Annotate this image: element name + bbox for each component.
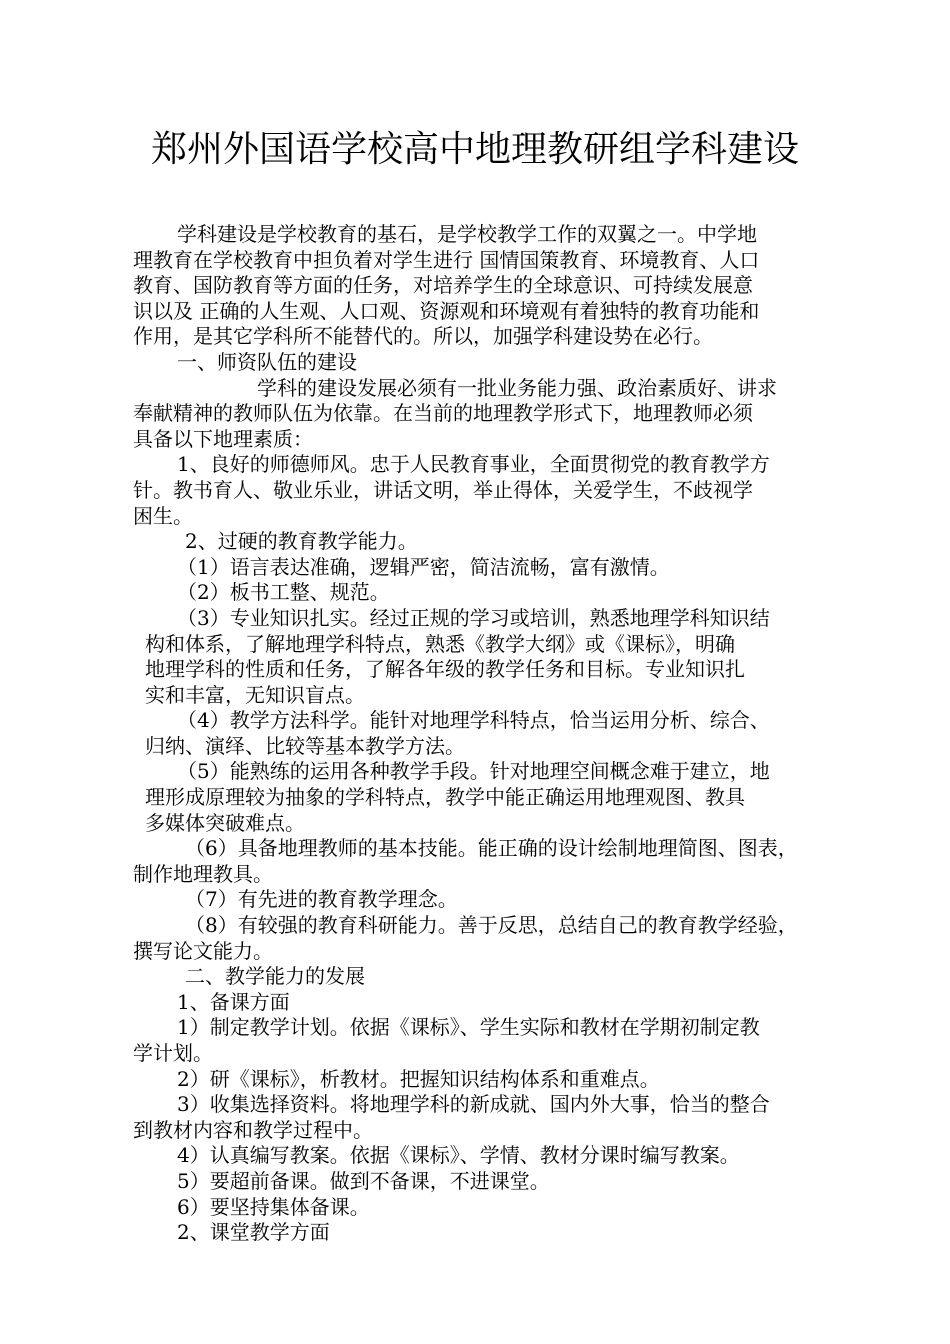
- paragraph-line: 2）研《课标》，析教材。把握知识结构体系和重难点。: [177, 1066, 660, 1091]
- paragraph-line: 到教材内容和教学过程中。: [133, 1117, 373, 1142]
- paragraph-line: （5）能熟练的运用各种教学手段。针对地理空间概念难于建立，地: [177, 759, 770, 784]
- paragraph-line: 二、教学能力的发展: [185, 964, 365, 989]
- paragraph-line: 困生。: [133, 503, 193, 528]
- paragraph-line: （4）教学方法科学。能针对地理学科特点，恰当运用分析、综合、: [177, 708, 770, 733]
- paragraph-line: 一、师资队伍的建设: [177, 349, 357, 374]
- paragraph-line: 6）要坚持集体备课。: [177, 1194, 370, 1219]
- paragraph-line: 1、备课方面: [177, 989, 290, 1014]
- paragraph-line: （7）有先进的教育教学理念。: [185, 887, 458, 912]
- paragraph-line: 多媒体突破难点。: [145, 810, 305, 835]
- paragraph-line: （6）具备地理教师的基本技能。能正确的设计绘制地理简图、图表，: [185, 836, 798, 861]
- paragraph-line: 学科建设是学校教育的基石，是学校教学工作的双翼之一。中学地: [177, 222, 757, 246]
- paragraph-line: 针。教书育人、敬业乐业，讲话文明，举止得体，关爱学生，不歧视学: [133, 477, 753, 502]
- paragraph-line: 构和体系，了解地理学科特点，熟悉《教学大纲》或《课标》，明确: [145, 631, 735, 656]
- document-body: [133, 222, 853, 1246]
- paragraph-line: 2、课堂教学方面: [177, 1220, 330, 1245]
- paragraph-line: 实和丰富，无知识盲点。: [145, 682, 365, 707]
- paragraph-line: 制作地理教具。: [133, 861, 273, 886]
- paragraph-line: 2、过硬的教育教学能力。: [185, 529, 418, 554]
- paragraph-line: 识以及 正确的人生观、人口观、资源观和环境观有着独特的教育功能和: [133, 298, 760, 323]
- paragraph-line: 作用，是其它学科所不能替代的。所以，加强学科建设势在必行。: [133, 324, 713, 349]
- paragraph-line: （1）语言表达准确，逻辑严密，简洁流畅，富有激情。: [177, 554, 670, 579]
- paragraph-line: 奉献精神的教师队伍为依靠。在当前的地理教学形式下，地理教师必须: [133, 401, 753, 426]
- paragraph-line: （3）专业知识扎实。经过正规的学习或培训，熟悉地理学科知识结: [177, 605, 770, 630]
- paragraph-line: 3）收集选择资料。将地理学科的新成就、国内外大事，恰当的整合: [177, 1092, 770, 1117]
- paragraph-line: 教育、国防教育等方面的任务，对培养学生的全球意识、可持续发展意: [133, 273, 753, 298]
- paragraph-line: 学计划。: [133, 1041, 213, 1065]
- paragraph-line: 具备以下地理素质：: [133, 426, 313, 451]
- paragraph-line: （8）有较强的教育科研能力。善于反思，总结自己的教育教学经验，: [185, 913, 798, 938]
- paragraph-line: 1）制定教学计划。依据《课标》、学生实际和教材在学期初制定教: [177, 1015, 760, 1040]
- paragraph-line: 5）要超前备课。做到不备课，不进课堂。: [177, 1168, 550, 1193]
- paragraph-line: 理形成原理较为抽象的学科特点，教学中能正确运用地理观图、教具: [145, 785, 745, 810]
- paragraph-line: 归纳、演绎、比较等基本教学方法。: [145, 733, 465, 758]
- paragraph-line: 理教育在学校教育中担负着对学生进行 国情国策教育、环境教育、人口: [133, 247, 760, 272]
- paragraph-line: 地理学科的性质和任务，了解各年级的教学任务和目标。专业知识扎: [145, 657, 745, 682]
- paragraph-line: （2）板书工整、规范。: [177, 580, 390, 605]
- document-title: 郑州外国语学校高中地理教研组学科建设: [150, 129, 799, 170]
- paragraph-line: 学科的建设发展必须有一批业务能力强、政治素质好、讲求: [257, 375, 777, 400]
- paragraph-line: 1、良好的师德师风。忠于人民教育事业，全面贯彻党的教育教学方: [177, 452, 770, 477]
- paragraph-line: 4）认真编写教案。依据《课标》、学情、教材分课时编写教案。: [177, 1143, 740, 1168]
- paragraph-line: 撰写论文能力。: [133, 938, 273, 963]
